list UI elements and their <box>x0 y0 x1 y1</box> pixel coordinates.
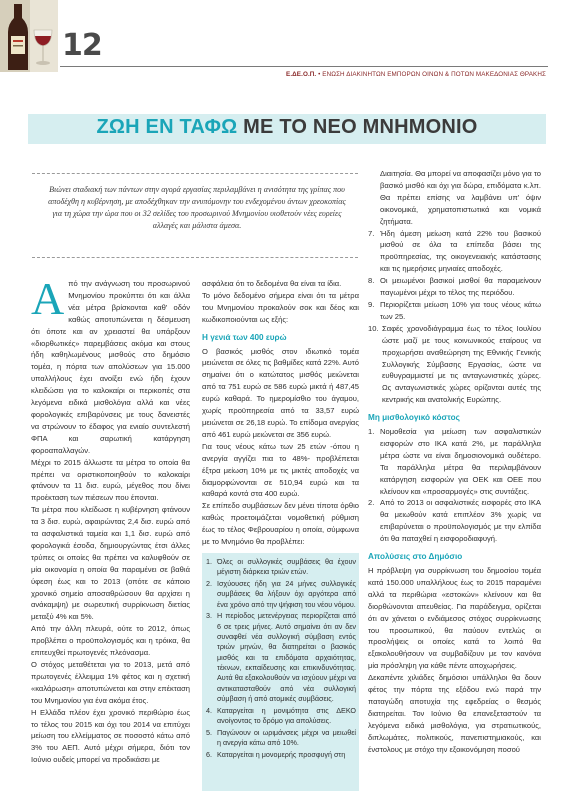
list-item: 3. Η περίοδος μετενέργειας περιορίζεται από 6 σε τρεις μήνες. Αυτό σημαίνει ότι αν δεν συναφθεί νέα συλλογική σύμβαση εντός τριών μηνών, θα διατηρείται ο βασικός μισθός και τα επιδόματα αρχαιότητας, τέκνων, εκπαίδευσης και επικινδυνότητας. Αυτά θα εξακολουθούν να ισχύουν μέχρι να αντικατασταθούν από νέα συλλογική σύμβαση ή από ατομικές συμβάσεις. <box>206 611 356 703</box>
numbered-list <box>368 228 541 407</box>
list-item: 8. Οι μειωμένοι βασικοί μισθοί θα παραμείνουν παγωμένοι μέχρι το τέλος της περιόδου. <box>368 276 541 298</box>
publisher-line <box>286 71 546 78</box>
paragraph: Δεκαπέντε χιλιάδες δημόσιοι υπάλληλοι θα δουν φέτος την πόρτα της εξόδου ενώ παρά την παταγώδη αποτυχία της εφεδρείας ο θεσμός διατηρείται. Τον Ιούνιο θα επανεξεταστούν τα λεγόμενα ειδικά μισθολόγια, για στρατιωτικούς, διπλωμάτες, πολιτικούς, πανεπιστημιακούς, και ένστολους με στόχο την εξοικονόμηση ποσού <box>368 673 541 754</box>
article-title <box>28 116 546 139</box>
page-number: 12 <box>62 28 102 63</box>
paragraph: Τα μέτρα που κλείδωσε η κυβέρνηση φτάνουν τα 3 δισ. ευρώ, αφαιρώντας 2,4 δισ. ευρώ από τα ασφαλιστικά ταμεία και 1,1 δισ. ευρώ από φορολογικά έσοδα, δημιουργώντας έτσι άλλες τρύπες οι οποίες θα πρέπει να καλυφθούν σε μία οικονομία η οποία θα παραμένει σε βαθιά ύφεση έως και το 2013 (οπότε σε κάποιο χρονικό σημείο αποσαθρώσουν θα αρχίσει η ανάκαμψη) με σωρευτική συρρίκνωση διετίας μεταξύ 4% και 5%. <box>31 505 190 622</box>
list-item: 2. Ισχύουσες ήδη για 24 μήνες συλλογικές συμβάσεις θα λήξουν όχι αργότερα από ένα χρόνο από την ψήφιση του νέου νόμου. <box>206 579 356 609</box>
numbered-list <box>206 557 356 762</box>
publisher-abbr: Ε.ΔΕ.Ο.Π. <box>286 71 317 78</box>
subheading: Η γενιά των 400 ευρώ <box>202 332 287 342</box>
intro-rule-top <box>32 173 358 174</box>
wine-bottle-glass-icon <box>0 0 58 72</box>
paragraph: Το μόνο δεδομένο σήμερα είναι ότι τα μέτρα του Μνημονίου προκαλούν σοκ και δέος και κωδικοποιούνται ως εξής: <box>202 290 359 324</box>
list-continuation: Διαιτησία. Θα μπορεί να αποφασίζει μόνο για το βασικό μισθό και όχι για δώρα, επιδόματα κ.λπ. Θα πρέπει επίσης να λαμβάνει υπ' όψιν οικονομικά, χρηματοπιστωτικά και νομικά ζητήματα. <box>380 169 541 226</box>
paragraph: Η πρόβλεψη για συρρίκνωση του δημοσίου τομέα κατά 150.000 υπαλλήλους έως το 2015 παραμένει αλλά τα περιθώρια «εστοκών» κλείνουν και θα διορθώνονται απευθείας. Για παράδειγμα, ορίζεται ότι αν χάνεται ο ενδιάμεσος στόχος συρρίκνωσης του προσωπικού, θα παύουν εντελώς οι προσλήψεις οι οποίες κατά το λοιπό θα εξακολουθήσουν να συμβαδίζουν με τον κανόνα μία πρόσληψη για κάθε πέντε αποχωρήσεις. <box>368 566 541 671</box>
paragraph: Ο στόχος μεταθέτεται για το 2013, μετά από πρωτογενές έλλειμμα 1% φέτος και η σχετική «καλάρωση» αποτυπώνεται και στην επέκταση του Μνημονίου για ένα ακόμα έτος. <box>31 660 190 705</box>
list-item: 4. Καταργείται η μονιμότητα στις ΔΕΚΟ ανοίγοντας το δρόμο για απολύσεις. <box>206 705 356 725</box>
drop-cap: Α <box>31 273 65 324</box>
title-accent: ΖΩΗ ΕΝ ΤΑΦΩ <box>96 116 238 138</box>
column-1 <box>31 273 190 766</box>
list-item: 1. Όλες οι συλλογικές συμβάσεις θα έχουν μέγιστη διάρκεια τριών ετών. <box>206 557 356 577</box>
numbered-list <box>368 426 541 545</box>
header-divider <box>60 66 548 67</box>
list-item: 5. Παγώνουν οι ωριμάνσεις μέχρι να μειωθεί η ανεργία κάτω από 10%. <box>206 727 356 748</box>
title-rest: ΜΕ ΤΟ ΝΕΟ ΜΝΗΜΟΝΙΟ <box>243 116 478 138</box>
intro-lead: Βιώνει σταδιακή των πάντων στην αγορά εργασίας περιλαμβάνει η ανισότητα της γρίπας που αποδέχθη η κυβέρνηση, με αποδέχθηκαν την ανυπόμονην του ενδεχομένου άντων χρεοκοπίας για τη χώρα την ώρα που οι 32 σελίδες του προσωρινού Μνημονίου υιοθετούν νέες ευρείες αλλαγές και μάλιστα άμεσα. <box>48 185 346 230</box>
list-item: 6. Καταργείται η μονομερής προσφυγή στη <box>206 749 346 759</box>
paragraph: Από την άλλη πλευρά, ούτε το 2012, όπως προβλέπει ο προϋπολογισμός και η τρόικα, θα επιτευχθεί πρωτογενές πλεόνασμα. <box>31 624 190 658</box>
publisher-full: • ΕΝΩΣΗ ΔΙΑΚΙΝΗΤΩΝ ΕΜΠΟΡΩΝ ΟΙΝΩΝ & ΠΟΤΩΝ ΜΑΚΕΔΟΝΙΑΣ ΘΡΑΚΗΣ <box>318 71 546 78</box>
paragraph: Η Ελλάδα πλέον έχει χρονικό περιθώριο έως το τέλος του 2015 και όχι του 2014 να επιτύχει μείωση του ελλείμματος σε ποσοστό κάτω από 3% του ΑΕΠ. Αυτό μέχρι σήμερα, διότι τον Ιούνιο ουδείς μπορεί να προδικάσει με <box>31 707 190 765</box>
highlight-box <box>202 553 359 791</box>
list-item: 10. Σαφές χρονοδιάγραμμα έως το τέλος Ιουλίου ώστε μαζί με τους κοινωνικούς εταίρους να προχωρήσει αναθεώρηση της Εθνικής Γενικής Συλλογικής Σύμβασης Εργασίας, ώστε να ευθυγραμμιστεί με τις ανταγωνιστικές χώρες. Ως ανταγωνιστικές χώρες ορίζονται αυτές της κεντρικής και ανατολικής Ευρώπης. <box>368 323 541 405</box>
paragraph: Για τους νέους κάτω των 25 ετών -όπου η ανεργία αγγίζει πια το 48%- προβλέπεται έξτρα μείωση 10% με τις μικτές αποδοχές να διαμορφώνονται σε 510,94 ευρώ και τα καθαρά κοντά στα 400 ευρώ. <box>202 441 359 499</box>
subheading: Απολύσεις στο Δημόσιο <box>368 552 463 562</box>
list-item: 1. Νομοθεσία για μείωση των ασφαλιστικών εισφορών στο ΙΚΑ κατά 2%, με παράλληλα μέτρα ώστε να είναι δημοσιονομικά ουδέτερο. Τα παράλληλα μέτρα θα περιλαμβάνουν κατάργηση εισφορών για ΟΕΚ και ΟΕΕ που κλείνουν και «προσαρμογές» στις συντάξεις. <box>368 427 541 496</box>
list-item: 9. Περιορίζεται μείωση 10% για τους νέους κάτω των 25. <box>368 299 541 321</box>
paragraph: Μέχρι το 2015 άλλωστε τα μέτρα το οποία θα πρέπει να οριστικοποιηθούν το καλοκαίρι φτάνουν τα 11 δισ. ευρώ, μέγεθος που δίνει προέκταση των πιέσεων που έπονται. <box>31 457 190 503</box>
paragraph: ασφάλεια ότι το δεδομένα θα είναι τα ίδια. <box>202 279 342 288</box>
paragraph: Σε επίπεδο συμβάσεων δεν μένει τίποτα όρθιο καθώς προετοιμάζεται νομοθετική ρύθμιση έως το τέλος Φεβρουαρίου η οποία, σύμφωνα με το Μνημόνιο θα προβλέπει: <box>202 501 359 547</box>
column-2 <box>202 278 359 548</box>
intro-rule-bottom <box>32 257 358 258</box>
subheading: Μη μισθολογικό κόστος <box>368 413 460 423</box>
paragraph: Από την ανάγνωση του προσωρινού Μνημονίου προκύπτει ότι και άλλα νέα μέτρα βρίσκονται καθ' οδόν καθώς αποτυπώνεται η δέσμευση ότι όποτε και αν χρειαστεί θα υπάρξουν «διορθωτικές» παρεμβάσεις ακόμα και στους ήδη καθηλωμένους μισθούς στο δημόσιο τομέα, η πόρτα των απολύσεων για 15.000 υπαλλήλους έχει ανοίξει ενώ ήδη έχουν κλειδώσει για το καλοκαίρι οι περικοπές στα λεγόμενα ειδικά μισθολόγια αλλά και νέες φορολογικές επιβαρύνσεις με τους δανειστές να στρώνουν το έδαφος για ενιαίο συντελεστή ΦΠΑ και σαρωτική κατάργηση φοροαπαλλαγών. <box>31 273 190 455</box>
column-3 <box>368 168 541 756</box>
title-band <box>28 114 546 144</box>
list-item: 7. Ήδη άμεση μείωση κατά 22% του βασικού μισθού σε όλα τα επίπεδα βάσει της προϋπηρεσίας, της οικογενειακής κατάστασης και τις ημερήσιες μηνιαίες αποδοχές. <box>368 228 541 274</box>
paragraph: Ο βασικός μισθός στον ιδιωτικό τομέα μειώνεται σε όλες τις βαθμίδες κατά 22%. Αυτό σημαίνει ότι ο κατώτατος μισθός μειώνεται από τα 751 ευρώ σε 586 ευρώ μικτά ή 487,45 ευρώ καθαρά. Το ημερομίσθιο του άγαμου, χωρίς προϋπηρεσία από τα 33,57 ευρώ μειώνεται σε 26,18 ευρώ. Το επίδομα ανεργίας από 461 ευρώ μειώνεται σε 356 ευρώ. <box>202 346 359 439</box>
list-item: 2. Από το 2013 οι ασφαλιστικές εισφορές στο ΙΚΑ θα μειωθούν κατά επιπλέον 3% χωρίς να επιβαρύνεται ο προϋπολογισμός με την ελπίδα ότι θα παταχθεί η εισφοροδιαφυγή. <box>368 498 541 544</box>
